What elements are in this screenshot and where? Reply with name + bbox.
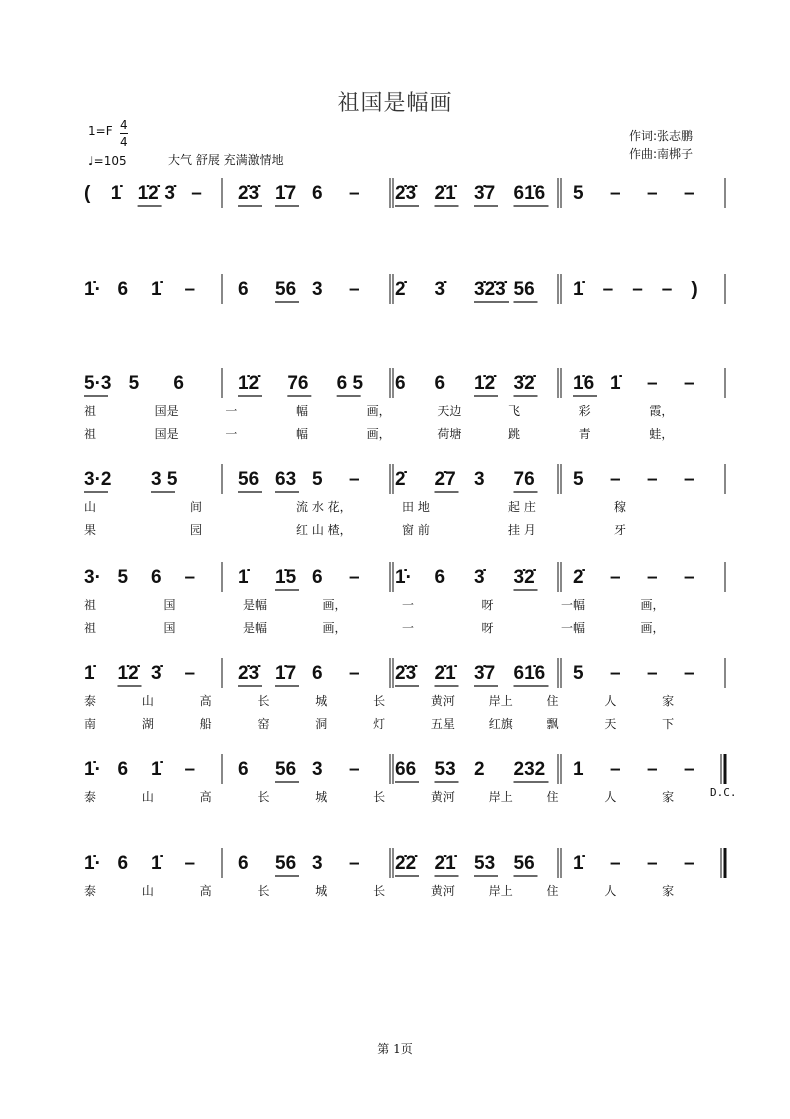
note: – <box>647 183 658 204</box>
page-number: 第 1页 <box>377 1042 413 1056</box>
lyric-syllable: 下 <box>662 717 675 731</box>
note: 3̇2̇ <box>513 567 535 588</box>
note: – <box>349 759 360 780</box>
note: – <box>647 469 658 490</box>
note: 6 <box>238 759 249 780</box>
lyric-syllable: 跳 <box>508 427 521 441</box>
lyric-syllable: 挂 月 <box>508 523 536 537</box>
note: 2̇3̇ <box>238 663 260 684</box>
note: 76 <box>513 469 535 490</box>
lyric-syllable: 园 <box>190 523 203 537</box>
lyric-syllable: 家 <box>662 884 675 898</box>
note: 1̇5 <box>275 567 297 588</box>
note: – <box>684 663 695 684</box>
note: – <box>647 759 658 780</box>
note: 1̇2̇ <box>474 373 496 394</box>
lyric-syllable: 蛙， <box>649 427 674 441</box>
note: 1̇ <box>610 373 621 394</box>
lyric-syllable: 泰 <box>84 884 97 898</box>
note: 2̇1̇ <box>434 663 456 684</box>
lyric-syllable: 一幅 <box>561 621 586 635</box>
lyric-syllable: 呀 <box>481 621 494 635</box>
note: – <box>349 853 360 874</box>
lyric-syllable: 船 <box>199 717 212 731</box>
note: 2̇ <box>573 567 584 588</box>
note: – <box>661 279 673 300</box>
lyric-syllable: 窑 <box>257 717 270 731</box>
note: – <box>684 853 695 874</box>
lyricist-credit: 作词:张志鹏 <box>629 129 694 143</box>
note: 3· <box>84 567 101 588</box>
note: 232 <box>513 759 546 780</box>
note: – <box>647 373 658 394</box>
note: 2̇3̇ <box>395 663 417 684</box>
note: – <box>349 183 360 204</box>
lyric-syllable: 天 <box>604 717 617 731</box>
lyric-syllable: 呀 <box>481 598 494 612</box>
time-bottom: 4 <box>120 135 128 149</box>
note: 1̇· <box>84 759 101 780</box>
note: – <box>184 853 196 874</box>
lyric-syllable: 南 <box>84 717 97 731</box>
lyric-syllable: 高 <box>199 790 212 804</box>
note: 1̇7 <box>275 663 297 684</box>
note: – <box>184 567 196 588</box>
lyric-syllable: 红 山 楂， <box>296 523 352 537</box>
lyric-syllable: 祖 <box>84 404 97 418</box>
note: 1̇ <box>151 759 162 780</box>
note: 3 5 <box>151 469 178 490</box>
note: 5 <box>128 373 140 394</box>
note: 61̇6 <box>513 183 546 204</box>
lyric-syllable: 幅 <box>296 427 309 441</box>
lyric-syllable: 岸上 <box>488 884 513 898</box>
lyric-syllable: 幅 <box>296 404 309 418</box>
note: 6 <box>117 279 129 300</box>
lyric-syllable: 画， <box>366 427 391 441</box>
note: 1̇· <box>84 279 101 300</box>
lyric-syllable: 泰 <box>84 790 97 804</box>
note: 1̇· <box>395 567 412 588</box>
lyric-syllable: 牙 <box>614 523 627 537</box>
lyric-syllable: 果 <box>84 523 97 537</box>
note: 6 <box>173 373 184 394</box>
lyric-syllable: 窗 前 <box>402 523 430 537</box>
lyric-syllable: 岸上 <box>488 694 513 708</box>
lyric-syllable: 画， <box>322 621 347 635</box>
note: 3 <box>312 853 323 874</box>
note: 2 <box>474 759 485 780</box>
lyric-syllable: 红旗 <box>488 717 513 731</box>
note: 5·3 <box>84 373 112 394</box>
note: 5 <box>573 183 584 204</box>
note: 1̇2̇ <box>117 663 139 684</box>
note: 2̇1̇ <box>434 183 456 204</box>
note: – <box>684 373 695 394</box>
note: 5 <box>573 663 584 684</box>
lyric-syllable: 洞 <box>315 717 328 731</box>
lyric-syllable: 高 <box>199 694 212 708</box>
note: 3̇2̇3̇ <box>474 279 506 300</box>
note: 56 <box>513 279 535 300</box>
note: 6 <box>238 279 249 300</box>
note: – <box>610 567 621 588</box>
lyric-syllable: 一 <box>225 427 238 441</box>
note: 6 <box>238 853 249 874</box>
note: – <box>184 759 196 780</box>
key-signature: 1=F <box>88 124 113 138</box>
lyric-syllable: 画， <box>366 404 391 418</box>
lyric-syllable: 田 地 <box>402 500 430 514</box>
lyric-syllable: 山 <box>141 884 154 898</box>
song-title: 祖国是幅画 <box>337 91 453 116</box>
note: 2̇7 <box>434 469 456 490</box>
note: 53 <box>474 853 496 874</box>
lyric-syllable: 是幅 <box>243 598 268 612</box>
lyric-syllable: 高 <box>199 884 212 898</box>
note: 1̇ <box>573 279 584 300</box>
note: 76 <box>287 373 309 394</box>
lyric-syllable: 流 水 花， <box>296 500 352 514</box>
note: 5 <box>117 567 129 588</box>
lyric-syllable: 飞 <box>508 404 521 418</box>
lyric-syllable: 荷塘 <box>437 427 462 441</box>
note: 2̇ <box>395 279 406 300</box>
note: 1̇ <box>151 853 162 874</box>
lyric-syllable: 飘 <box>546 717 559 731</box>
note: – <box>610 853 621 874</box>
lyric-syllable: 住 <box>546 884 559 898</box>
note: – <box>647 853 658 874</box>
lyric-syllable: 祖 <box>84 427 97 441</box>
note: – <box>349 567 360 588</box>
note: 1̇ <box>110 183 122 204</box>
note: 3̇7 <box>474 663 496 684</box>
composer-credit: 作曲:南梆子 <box>629 147 694 161</box>
lyric-syllable: 天边 <box>437 404 462 418</box>
note: – <box>684 183 695 204</box>
note: 6 <box>312 567 323 588</box>
note: 3 <box>474 469 485 490</box>
note: 1̇ <box>573 853 584 874</box>
note: – <box>610 183 621 204</box>
note: – <box>191 183 202 204</box>
da-capo-mark: D.C. <box>710 786 737 799</box>
note: – <box>349 469 360 490</box>
note: ( <box>84 183 91 204</box>
note: 6 5 <box>336 373 364 394</box>
lyric-syllable: 五星 <box>430 717 455 731</box>
lyric-syllable: 一 <box>225 404 238 418</box>
note: 3 <box>312 759 323 780</box>
note: – <box>610 663 621 684</box>
note: 2̇2̇ <box>395 853 417 874</box>
note: 61̇6 <box>513 663 546 684</box>
lyric-syllable: 国是 <box>154 427 179 441</box>
note: 6 <box>434 373 446 394</box>
lyric-syllable: 霞， <box>649 404 674 418</box>
lyric-syllable: 住 <box>546 694 559 708</box>
note: 6 <box>434 567 446 588</box>
note: 56 <box>275 279 297 300</box>
note: 1̇ <box>238 567 249 588</box>
note: 6 <box>312 663 323 684</box>
lyric-syllable: 泰 <box>84 694 97 708</box>
note: 6 <box>151 567 162 588</box>
note: 2̇ <box>395 469 406 490</box>
lyric-syllable: 祖 <box>84 621 97 635</box>
lyric-syllable: 家 <box>662 694 675 708</box>
note: – <box>610 469 621 490</box>
note: ) <box>691 279 698 300</box>
note: – <box>684 567 695 588</box>
note: 3̇ <box>434 279 446 300</box>
lyric-syllable: 住 <box>546 790 559 804</box>
lyric-syllable: 画， <box>322 598 347 612</box>
note: 6 <box>312 183 323 204</box>
lyric-syllable: 国是 <box>154 404 179 418</box>
note: 56 <box>275 853 297 874</box>
lyric-syllable: 间 <box>190 500 203 514</box>
lyric-syllable: 祖 <box>84 598 97 612</box>
note: – <box>684 469 695 490</box>
note: 3 <box>312 279 323 300</box>
note: 3̇ <box>474 567 485 588</box>
note: 3̇ <box>164 183 175 204</box>
note: 1̇· <box>84 853 101 874</box>
lyric-syllable: 青 <box>578 427 591 441</box>
lyric-syllable: 黄河 <box>430 884 455 898</box>
note: – <box>349 279 360 300</box>
lyric-syllable: 起 庄 <box>508 500 536 514</box>
note: 1̇2̇ <box>238 373 260 394</box>
lyric-syllable: 城 <box>315 790 328 804</box>
time-top: 4 <box>120 118 128 132</box>
lyric-syllable: 人 <box>604 694 617 708</box>
note: 6 <box>117 759 129 780</box>
lyric-syllable: 黄河 <box>430 790 455 804</box>
note: 1̇6 <box>573 373 595 394</box>
lyric-syllable: 长 <box>257 884 270 898</box>
lyric-syllable: 稼 <box>614 500 627 514</box>
lyric-syllable: 长 <box>257 694 270 708</box>
note: – <box>647 663 658 684</box>
lyric-syllable: 国 <box>163 598 176 612</box>
note: – <box>184 279 196 300</box>
note: 2̇3̇ <box>395 183 417 204</box>
lyric-syllable: 长 <box>373 694 386 708</box>
note: 3·2 <box>84 469 112 490</box>
lyric-syllable: 城 <box>315 884 328 898</box>
lyric-syllable: 湖 <box>141 717 154 731</box>
note: 1̇2̇ <box>137 183 159 204</box>
lyric-syllable: 彩 <box>578 404 591 418</box>
lyric-syllable: 长 <box>373 790 386 804</box>
note: – <box>647 567 658 588</box>
lyric-syllable: 画， <box>640 621 665 635</box>
lyric-syllable: 画， <box>640 598 665 612</box>
note: 66 <box>395 759 417 780</box>
note: 53 <box>434 759 456 780</box>
lyric-syllable: 人 <box>604 790 617 804</box>
note: 1̇7 <box>275 183 297 204</box>
lyric-syllable: 山 <box>141 790 154 804</box>
lyric-syllable: 一幅 <box>561 598 586 612</box>
note: 3̇2̇ <box>513 373 535 394</box>
lyric-syllable: 国 <box>163 621 176 635</box>
lyric-syllable: 山 <box>141 694 154 708</box>
lyric-syllable: 岸上 <box>488 790 513 804</box>
note: 3̇7 <box>474 183 496 204</box>
note: 1̇ <box>84 663 95 684</box>
lyric-syllable: 长 <box>257 790 270 804</box>
lyric-syllable: 一 <box>402 621 415 635</box>
note: – <box>632 279 643 300</box>
note: 63 <box>275 469 297 490</box>
note: 2̇3̇ <box>238 183 260 204</box>
note: 1 <box>573 759 584 780</box>
note: 1̇ <box>151 279 162 300</box>
note: 6 <box>395 373 406 394</box>
note: 56 <box>513 853 535 874</box>
tempo-value: =105 <box>93 154 127 168</box>
note: – <box>602 279 614 300</box>
lyric-syllable: 黄河 <box>430 694 455 708</box>
lyric-syllable: 城 <box>315 694 328 708</box>
note: 2̇1̇ <box>434 853 456 874</box>
note: – <box>684 759 695 780</box>
note: 5 <box>573 469 584 490</box>
quarter-note-icon: ♩ <box>88 154 94 168</box>
note: – <box>610 759 621 780</box>
note: 5 <box>312 469 323 490</box>
note: 6 <box>117 853 129 874</box>
lyric-syllable: 山 <box>84 500 97 514</box>
lyric-syllable: 家 <box>662 790 675 804</box>
expression-mark: 大气 舒展 充满激情地 <box>168 153 284 167</box>
note: – <box>349 663 360 684</box>
note: 3̇ <box>151 663 162 684</box>
lyric-syllable: 一 <box>402 598 415 612</box>
lyric-syllable: 人 <box>604 884 617 898</box>
lyric-syllable: 长 <box>373 884 386 898</box>
lyric-syllable: 是幅 <box>243 621 268 635</box>
note: – <box>184 663 196 684</box>
lyric-syllable: 灯 <box>373 717 386 731</box>
note: 56 <box>275 759 297 780</box>
note: 56 <box>238 469 260 490</box>
